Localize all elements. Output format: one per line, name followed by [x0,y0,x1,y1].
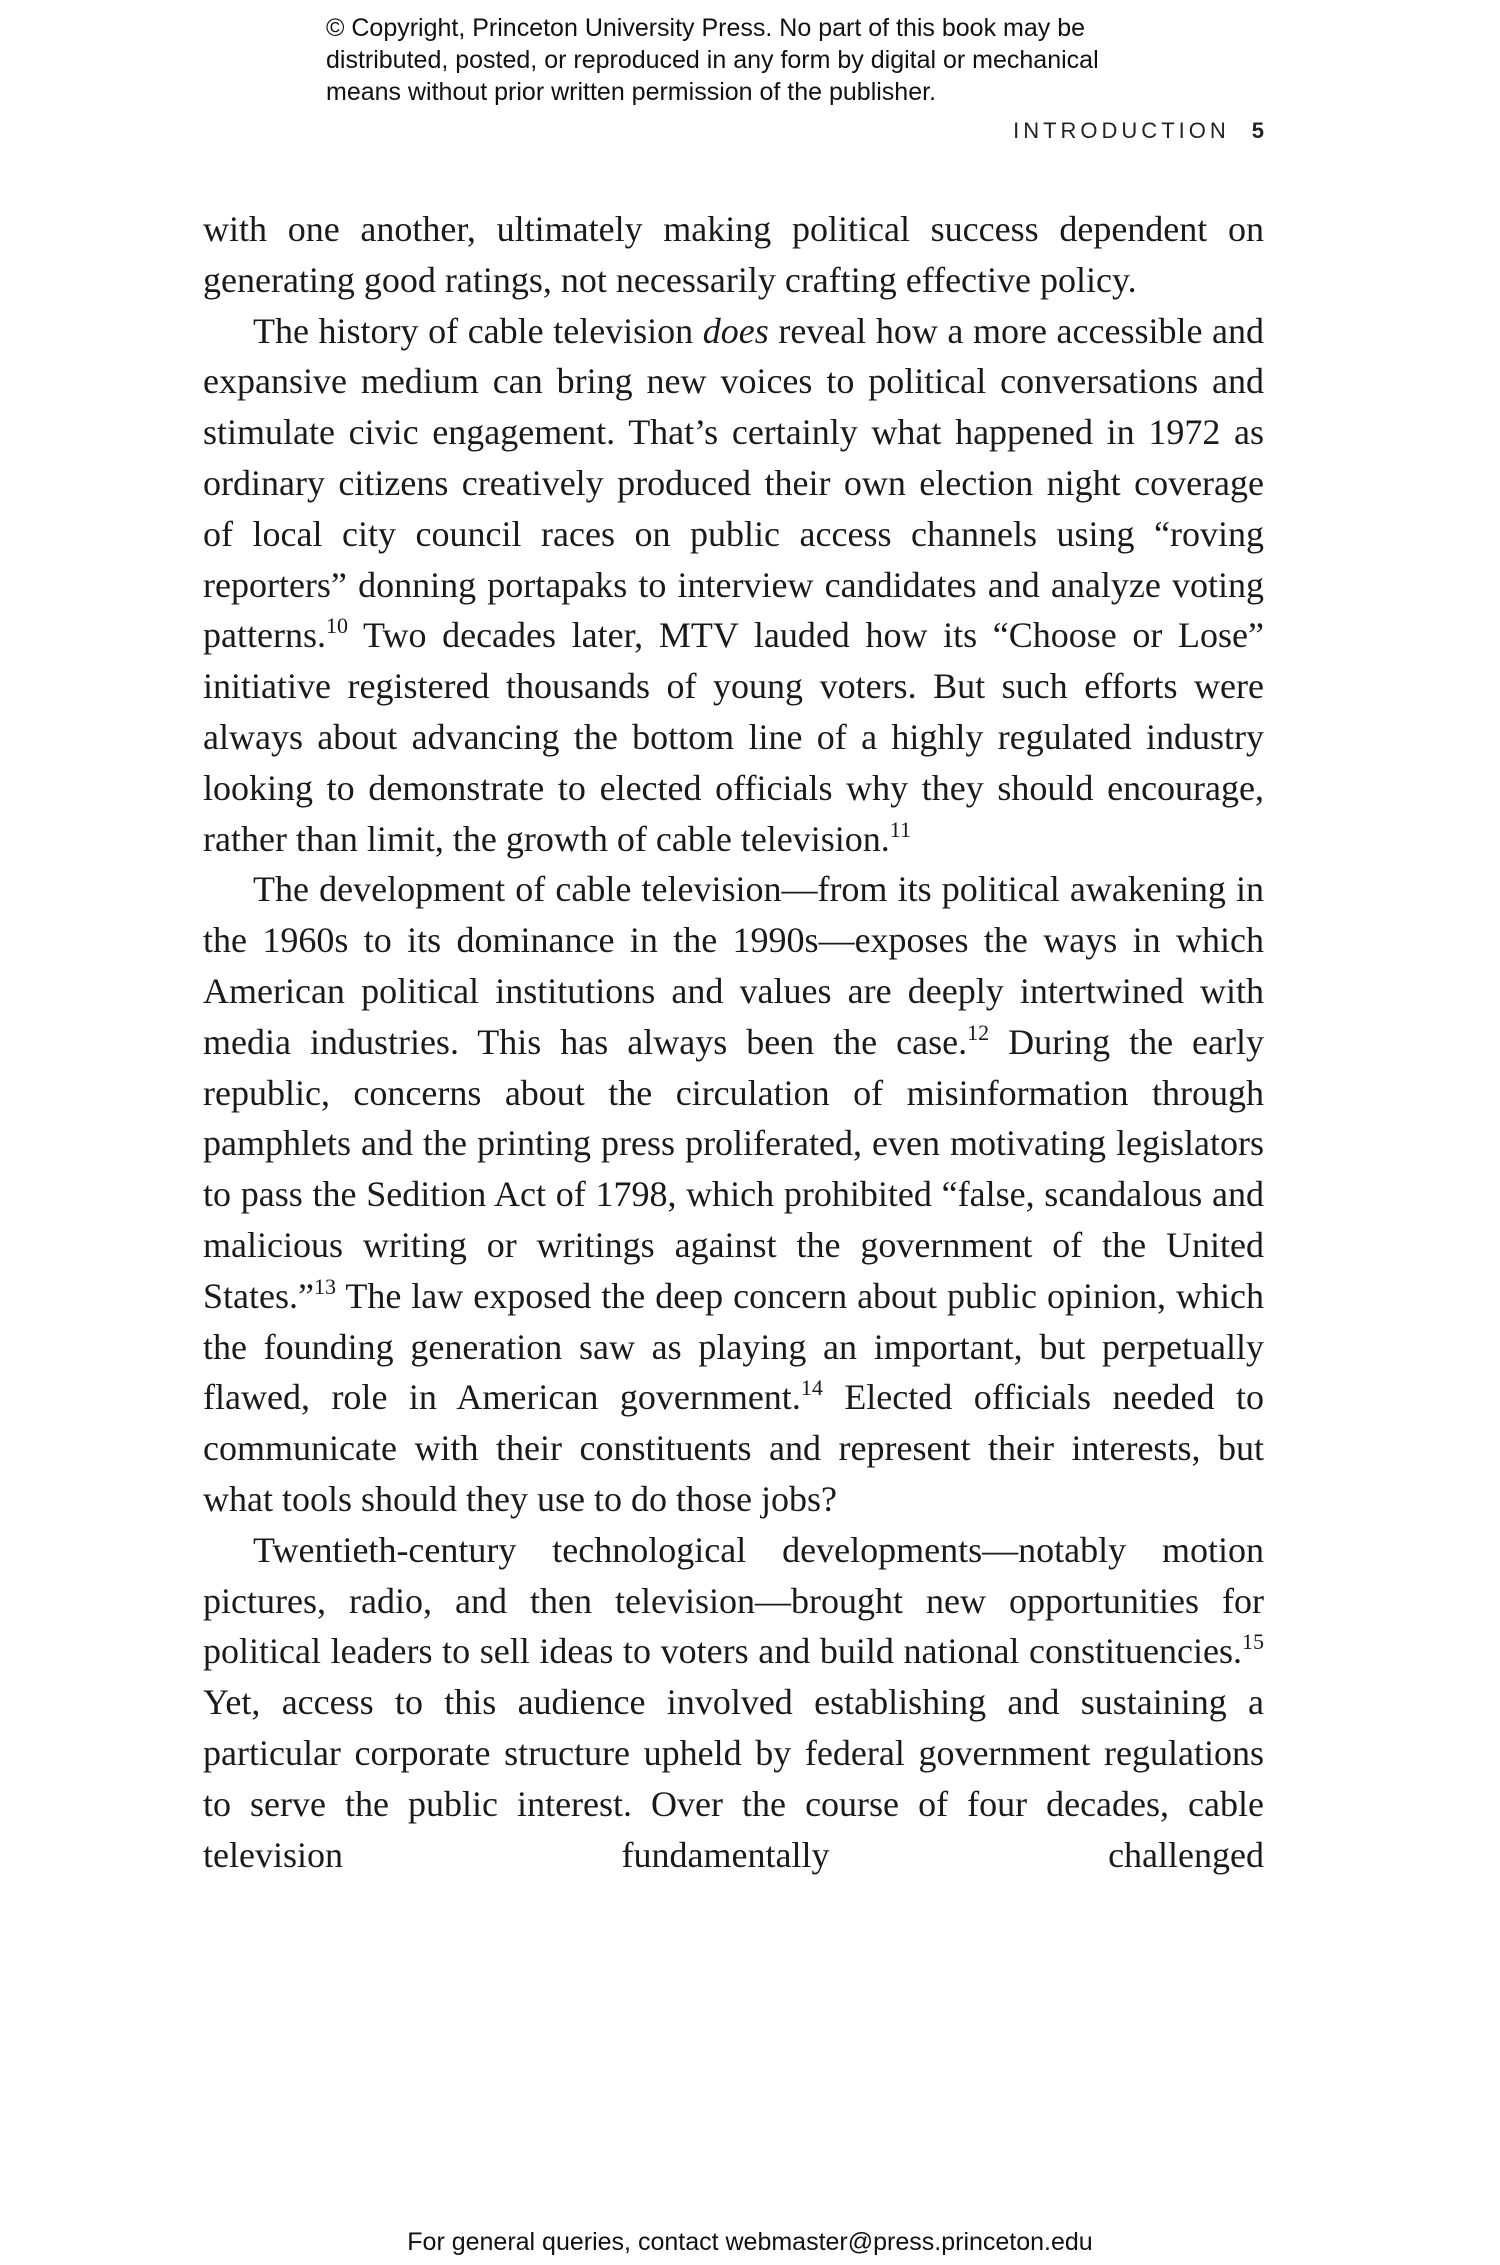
text-run: The history of cable television [253,310,703,351]
text-run: During the early republic, concerns about the circulation of misinformation through pamphlets and the printing press proliferated, even motivating legislators to pass the Sedition Act of 1798, which prohibited “false, scandalous and malicious writing or writings against the government of the United States.” [203,1021,1264,1316]
text-run: The development of cable television—from its political awakening in the 1960s to its dominance in the 1990s—exposes the ways in which American political institutions and values are deeply intertwined with media industries. This has always been the case. [203,869,1264,1062]
chapter-title: INTRODUCTION [1013,118,1230,143]
footer-contact: For general queries, contact webmaster@press.princeton.edu [407,2228,1093,2256]
footnote-ref: 15 [1242,1629,1264,1655]
footnote-ref: 13 [313,1273,336,1299]
footnote-ref: 11 [889,816,911,842]
paragraph [203,1525,1264,1881]
text-run: reveal how a more accessible and expansive medium can bring new voices to political conversations and stimulate civic engagement. That’s certainly what happened in 1972 as ordinary citizens creatively produced their own election night coverage of local city council races on public access channels using “roving reporters” donning portapaks to interview candidates and analyze voting patterns. [203,310,1264,656]
paragraph [203,204,1264,306]
running-head [1013,118,1264,144]
body-text [203,204,1264,1880]
footnote-ref: 10 [325,613,348,639]
footnote-ref: 12 [967,1019,990,1045]
paragraph [203,864,1264,1524]
text-run: Yet, access to this audience involved establishing and sustaining a particular corporate structure upheld by federal government regulations to serve the public interest. Over the course of four decades, cable television fundamentally challenged [203,1682,1264,1875]
copyright-notice [326,12,1226,108]
text-run: Elected officials needed to communicate with their constituents and represent their interests, but what tools should they use to do those jobs? [203,1377,1264,1519]
copyright-line: distributed, posted, or reproduced in any form by digital or mechanical [326,46,1099,74]
text-run: The law exposed the deep concern about public opinion, which the founding generation saw as playing an important, but perpetually flawed, role in American government. [203,1275,1264,1418]
text-run: Two decades later, MTV lauded how its “Choose or Lose” initiative registered thousands of young voters. But such efforts were always about advancing the bottom line of a highly regulated industry looking to demonstrate to elected officials why they should encourage, rather than limit, the growth of cable television. [203,615,1264,859]
paragraph [203,306,1264,865]
text-run: with one another, ultimately making political success dependent on generating good ratings, not necessarily crafting effective policy. [203,209,1264,300]
footnote-ref: 14 [800,1375,823,1401]
text-run: Twentieth-century technological developments—notably motion pictures, radio, and then television—brought new opportunities for political leaders to sell ideas to voters and build national constituencies. [203,1529,1264,1672]
copyright-line: means without prior written permission of the publisher. [326,78,937,106]
copyright-line: © Copyright, Princeton University Press. No part of this book may be [326,14,1086,42]
page-number: 5 [1251,118,1264,143]
emphasis-text: does [702,310,769,351]
